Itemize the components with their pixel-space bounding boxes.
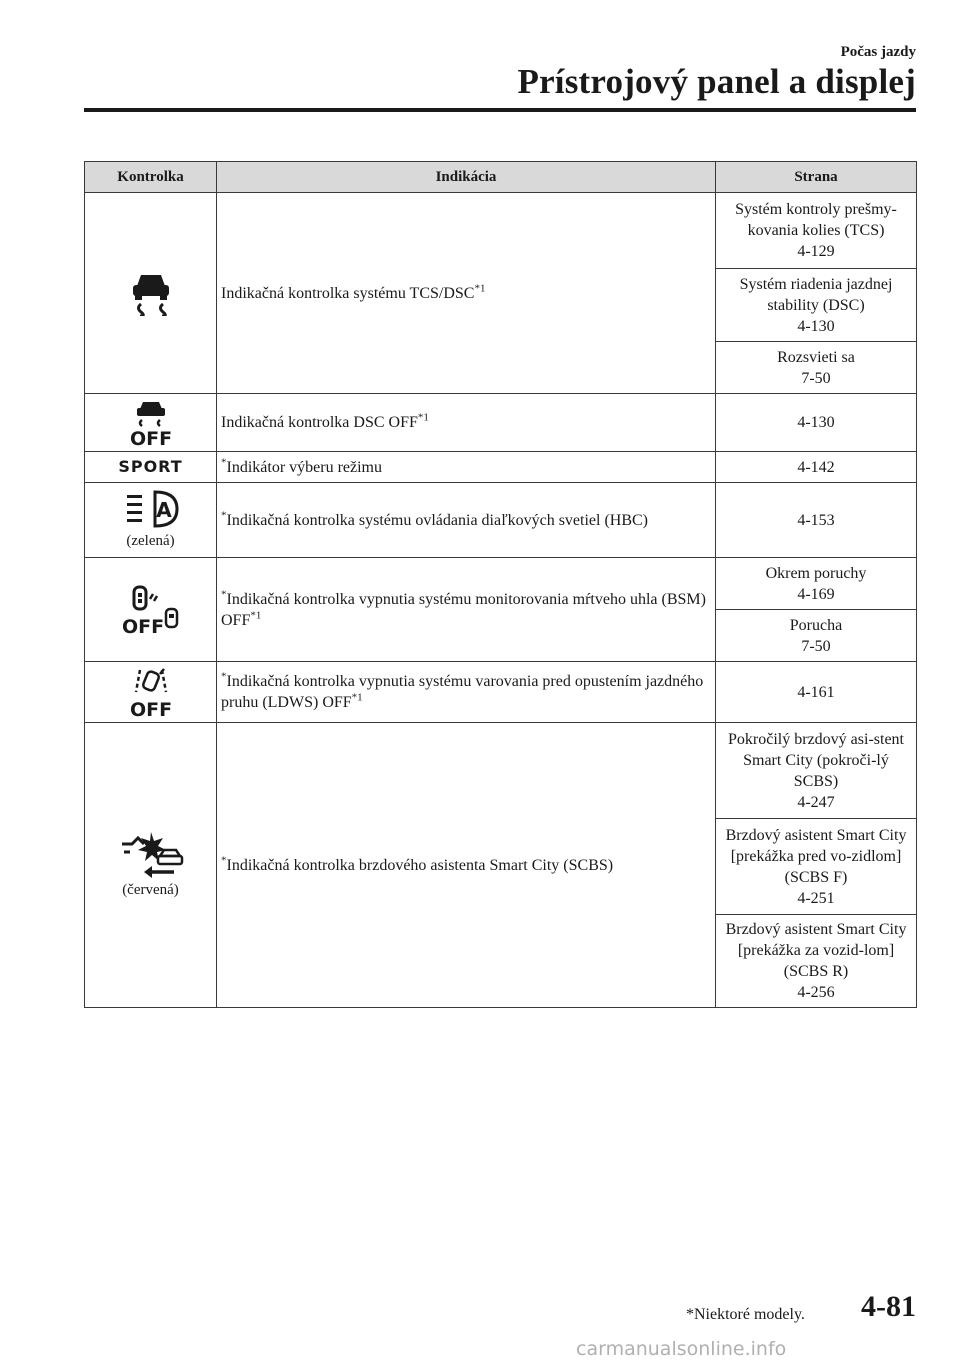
page-reference[interactable]: Systém riadenia jazdnej stability (DSC) 4-130 xyxy=(716,269,917,342)
table-row xyxy=(85,394,917,452)
footnote-marker: *1 xyxy=(474,282,486,295)
indication-cell xyxy=(217,723,716,1008)
footnote: *Niektoré modely. xyxy=(686,1306,805,1323)
icon-cell xyxy=(85,394,217,452)
indication-text: Indikátor výberu režimu xyxy=(226,458,382,476)
svg-text:OFF: OFF xyxy=(129,699,172,718)
indication-cell xyxy=(217,483,716,558)
indication-cell xyxy=(217,394,716,452)
footnote-marker: *1 xyxy=(417,411,429,424)
table-header-row xyxy=(85,162,917,193)
svg-text:A: A xyxy=(155,497,172,522)
icon-color-label: (červená) xyxy=(122,881,179,898)
svg-text:OFF: OFF xyxy=(129,427,172,447)
table-row xyxy=(85,193,917,269)
traction-control-icon xyxy=(127,270,175,316)
page-reference[interactable]: 4-161 xyxy=(716,662,917,723)
table-row xyxy=(85,662,917,723)
footnote-marker: * xyxy=(221,854,227,867)
icon-cell xyxy=(85,723,217,1008)
indication-text: Indikačná kontrolka systému TCS/DSC xyxy=(221,284,475,302)
icon-cell xyxy=(85,452,217,483)
icon-color-label: (zelená) xyxy=(126,532,175,549)
footnote-marker: * xyxy=(221,509,227,522)
page-reference[interactable]: 4-130 xyxy=(716,394,917,452)
footnote-marker: * xyxy=(221,456,227,469)
table-row xyxy=(85,483,917,558)
table-row xyxy=(85,558,917,610)
column-header-strana: Strana xyxy=(716,162,917,193)
indication-text: Indikačná kontrolka DSC OFF xyxy=(221,414,418,431)
icon-cell xyxy=(85,558,217,662)
table-row xyxy=(85,452,917,483)
page-reference[interactable]: Porucha 7-50 xyxy=(716,610,917,662)
section-label: Počas jazdy xyxy=(840,44,916,60)
watermark: carmanualsonline.info xyxy=(576,1338,787,1360)
table-row xyxy=(85,723,917,819)
indication-cell xyxy=(217,662,716,723)
indicator-table xyxy=(84,161,917,1008)
indication-text: Indikačná kontrolka vypnutia systému varovania pred opustením jazdného pruhu (LDWS) OFF xyxy=(221,673,704,711)
header-rule xyxy=(84,108,916,112)
indication-cell xyxy=(217,193,716,394)
sport-mode-icon: SPORT xyxy=(118,457,183,476)
indication-cell xyxy=(217,558,716,662)
page-reference[interactable]: Okrem poruchy 4-169 xyxy=(716,558,917,610)
page-reference[interactable]: Brzdový asistent Smart City [prekážka pred vo-zidlom] (SCBS F) 4-251 xyxy=(716,819,917,915)
footnote-marker: * xyxy=(221,670,227,683)
footnote-marker: *1 xyxy=(351,691,363,704)
page-reference[interactable]: 4-153 xyxy=(716,483,917,558)
page-reference[interactable]: Rozsvieti sa 7-50 xyxy=(716,342,917,394)
page-reference[interactable]: Brzdový asistent Smart City [prekážka za vozid-lom] (SCBS R) 4-256 xyxy=(716,915,917,1008)
indication-text: Indikačná kontrolka brzdového asistenta Smart City (SCBS) xyxy=(226,856,614,874)
smart-city-brake-icon xyxy=(118,830,184,878)
footnote-marker: * xyxy=(221,588,227,601)
dsc-off-icon xyxy=(124,399,178,447)
svg-text:OFF: OFF xyxy=(121,615,164,635)
ldws-off-icon xyxy=(124,666,178,718)
column-header-indikacia: Indikácia xyxy=(217,162,716,193)
page-reference[interactable]: 4-142 xyxy=(716,452,917,483)
indication-text: Indikačná kontrolka vypnutia systému monitorovania mŕtveho uhla (BSM) OFF xyxy=(221,590,706,629)
bsm-off-icon xyxy=(121,585,181,635)
high-beam-control-icon xyxy=(121,489,181,529)
page-reference[interactable]: Pokročilý brzdový asi-stent Smart City (pokroči-lý SCBS) 4-247 xyxy=(716,723,917,819)
footnote-marker: *1 xyxy=(250,609,262,622)
icon-cell xyxy=(85,483,217,558)
column-header-kontrolka: Kontrolka xyxy=(85,162,217,193)
indication-cell xyxy=(217,452,716,483)
icon-cell xyxy=(85,193,217,394)
page-number: 4-81 xyxy=(861,1290,916,1323)
indication-text: Indikačná kontrolka systému ovládania diaľkových svetiel (HBC) xyxy=(226,511,649,529)
page-title: Prístrojový panel a displej xyxy=(517,62,916,101)
icon-cell xyxy=(85,662,217,723)
page-reference[interactable]: Systém kontroly prešmy-kovania kolies (TCS) 4-129 xyxy=(716,193,917,269)
